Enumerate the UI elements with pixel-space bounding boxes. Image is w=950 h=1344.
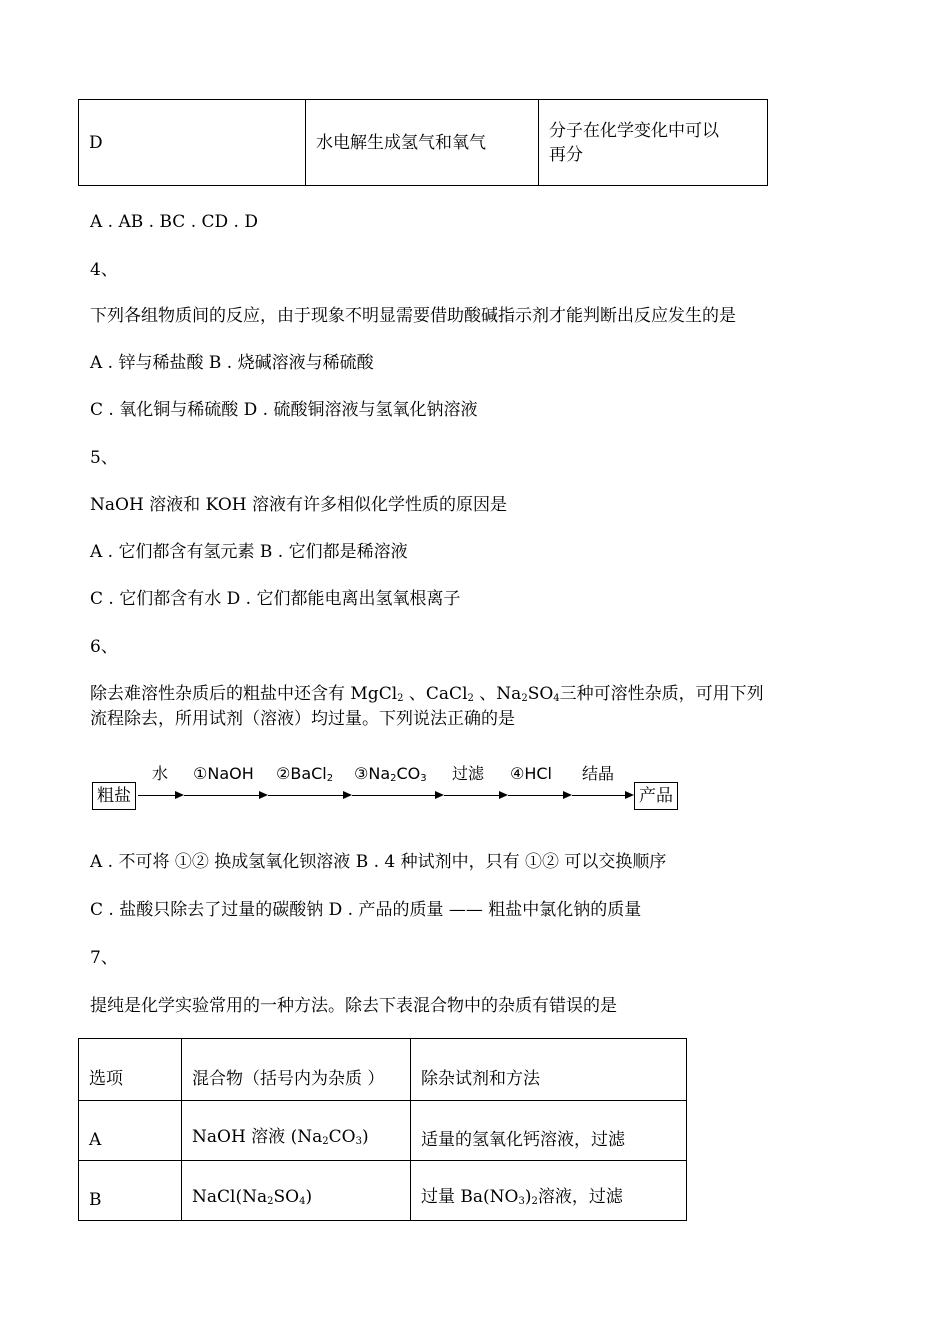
flow-arrow [508,795,570,796]
flow-step-bacl2 [276,764,333,789]
table-row [79,100,768,186]
q6-options-2: C . 盐酸只除去了过量的碳酸钠 D . 产品的质量 —— 粗盐中氯化钠的质量 [90,900,642,920]
q3-table [78,99,768,186]
q6-stem-text: 三种可溶性杂质，可用下列 [559,684,764,704]
subscript: 2 [390,773,397,784]
flow-step-naoh: ①NaOH [193,764,254,783]
table-cell [182,1161,411,1221]
q5-stem: NaOH 溶液和 KOH 溶液有许多相似化学性质的原因是 [90,495,507,515]
cell-text: ) [305,1187,313,1207]
flow-arrow [138,795,182,796]
q6-stem-text: SO [527,684,554,704]
table-cell [539,100,768,186]
cell-text: 过量 Ba(NO [421,1187,519,1207]
table-cell: B [79,1161,182,1221]
table-header-cell: 选项 [79,1039,182,1101]
table-cell [411,1161,687,1221]
cell-text: NaCl(Na [192,1187,268,1207]
subscript: 2 [322,1136,329,1147]
q5-options-2: C . 它们都含有水 D . 它们都能电离出氢氧根离子 [90,589,461,609]
q6-stem-text: 除去难溶性杂质后的粗盐中还含有 MgCl [90,684,398,704]
table-header-cell: 混合物（括号内为杂质 ） [182,1039,411,1101]
q3-options: A . AB . BC . CD . D [90,212,258,232]
cell-line: 分子在化学变化中可以 [549,120,719,141]
flow-label-text: ③Na [354,764,391,783]
flow-step-hcl: ④HCl [510,764,552,783]
flow-arrow [268,795,350,796]
table-cell: D [79,100,306,186]
flow-arrow [352,795,442,796]
table-cell: 适量的氢氧化钙溶液，过滤 [411,1101,687,1161]
cell-text: NaOH 溶液 (Na [192,1127,323,1147]
table-header-row [79,1039,687,1101]
q4-number: 4、 [90,260,118,280]
table-row [79,1101,687,1161]
table-row [79,1161,687,1221]
q6-stem-line2: 流程除去，所用试剂（溶液）均过量。下列说法正确的是 [90,709,515,729]
q6-stem-text: 、Na [473,684,522,704]
flow-label-text: CO [396,764,421,783]
q7-number: 7、 [90,948,118,968]
subscript: 2 [267,1196,274,1207]
flow-start-box: 粗盐 [92,782,136,810]
cell-line: 再分 [549,144,583,165]
flow-step-na2co3 [354,764,427,789]
process-flow-diagram [92,764,682,812]
subscript: 2 [326,773,334,784]
cell-text: ) [361,1127,369,1147]
cell-text: 溶液，过滤 [537,1187,623,1207]
flow-arrow [572,795,632,796]
subscript: 2 [397,693,404,704]
q6-stem-text: 、CaCl [403,684,468,704]
cell-text: SO [273,1187,300,1207]
q7-stem: 提纯是化学实验常用的一种方法。除去下表混合物中的杂质有错误的是 [90,996,617,1016]
q5-number: 5、 [90,448,118,468]
q4-options-1: A . 锌与稀盐酸 B . 烧碱溶液与稀硫酸 [90,353,374,373]
q7-table [78,1038,687,1221]
cell-text: CO [328,1127,356,1147]
subscript: 4 [299,1196,306,1207]
flow-step-water: 水 [152,764,169,783]
flow-arrow [444,795,506,796]
subscript: 2 [521,693,528,704]
subscript: 3 [355,1136,362,1147]
table-cell [182,1101,411,1161]
subscript: 2 [531,1196,538,1207]
q4-stem: 下列各组物质间的反应，由于现象不明显需要借助酸碱指示剂才能判断出反应发生的是 [90,306,736,326]
flow-step-filter: 过滤 [452,764,485,783]
flow-arrow [184,795,266,796]
flow-label-text: ②BaCl [276,764,327,783]
table-header-cell: 除杂试剂和方法 [411,1039,687,1101]
table-cell: 水电解生成氢气和氧气 [306,100,539,186]
q6-options-1: A . 不可将 ①② 换成氢氧化钡溶液 B . 4 种试剂中，只有 ①② 可以交换顺序 [90,852,667,872]
flow-step-crystallize: 结晶 [582,764,615,783]
cell-text: ) [524,1187,532,1207]
subscript: 2 [467,693,474,704]
q6-number: 6、 [90,637,118,657]
q4-options-2: C . 氧化铜与稀硫酸 D . 硫酸铜溶液与氢氧化钠溶液 [90,400,478,420]
subscript: 4 [553,693,560,704]
flow-end-box: 产品 [634,782,678,810]
subscript: 3 [518,1196,525,1207]
q5-options-1: A . 它们都含有氢元素 B . 它们都是稀溶液 [90,542,408,562]
table-cell: A [79,1101,182,1161]
subscript: 3 [420,773,427,784]
